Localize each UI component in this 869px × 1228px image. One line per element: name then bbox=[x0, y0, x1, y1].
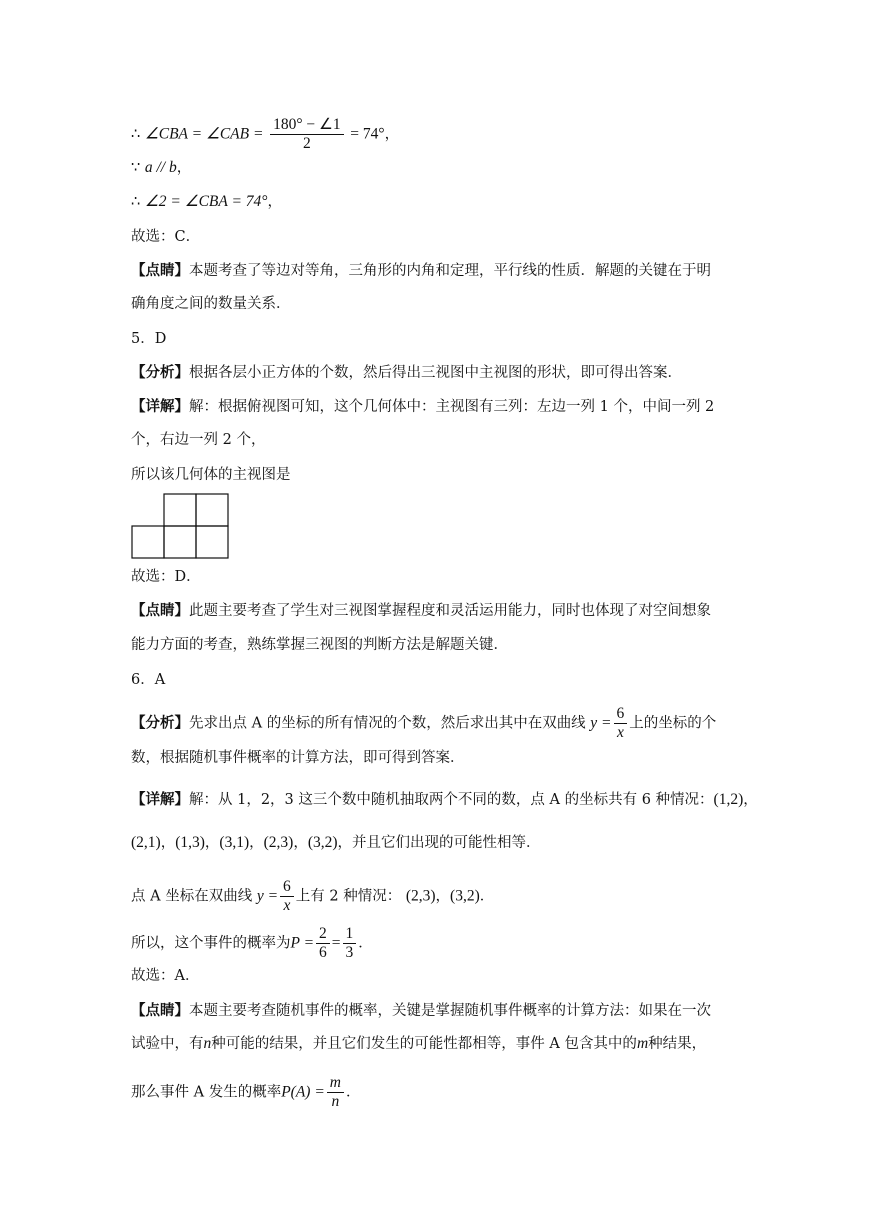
comment-text: 本题考查了等边对等角，三角形的内角和定理，平行线的性质．解题的关键在于明 bbox=[189, 263, 711, 279]
punct: ， bbox=[249, 835, 264, 851]
fraction-denominator: x bbox=[616, 724, 624, 741]
comment-text: 种结果， bbox=[648, 1036, 707, 1052]
q5-answer: 故选：D． bbox=[131, 569, 201, 585]
comment-text: 试验中，有 bbox=[131, 1036, 204, 1052]
q4-line-1 bbox=[131, 116, 399, 153]
q4-line-3 bbox=[131, 192, 282, 212]
q6-detail-line-3 bbox=[131, 878, 494, 915]
coordinate-pair: (2,1) bbox=[131, 834, 161, 851]
fraction-denominator: 6 bbox=[319, 944, 327, 961]
fraction-numerator: 2 bbox=[316, 925, 330, 944]
q5-detail-line-2: 个，右边一列 2 个， bbox=[131, 432, 266, 448]
fraction-numerator: 180° − ∠1 bbox=[270, 116, 344, 135]
punct: ， bbox=[293, 835, 308, 851]
math-expression: ∠2 = ∠CBA = 74° bbox=[144, 193, 268, 210]
front-view-figure bbox=[131, 493, 231, 559]
coordinate-pair: (2,3) bbox=[263, 834, 294, 851]
q5-comment-line-1 bbox=[131, 601, 711, 621]
punct: ， bbox=[176, 160, 192, 176]
grid-cell bbox=[164, 526, 196, 558]
fraction-numerator: 1 bbox=[343, 925, 357, 944]
q4-comment-line-1 bbox=[131, 261, 711, 281]
analysis-tag: 【分析】 bbox=[131, 714, 189, 732]
comment-text: 种可能的结果，并且它们发生的可能性都相等，事件 A 包含其中的 bbox=[211, 1036, 637, 1052]
punct: ， bbox=[204, 835, 220, 851]
q4-comment-line-2: 确角度之间的数量关系． bbox=[131, 296, 291, 312]
fraction-denominator: 2 bbox=[302, 135, 311, 152]
math-expression: P(A) = bbox=[281, 1083, 325, 1101]
comment-text: 那么事件 A 发生的概率 bbox=[131, 1084, 282, 1101]
detail-text: ，并且它们出现的可能性相等． bbox=[337, 835, 541, 851]
coordinate-pair: (2,3) bbox=[405, 887, 436, 905]
punct: ， bbox=[267, 194, 282, 210]
q6-number: 6．A bbox=[131, 672, 166, 688]
detail-text: 上有 2 种情况： bbox=[295, 888, 402, 905]
grid-cell bbox=[164, 494, 196, 526]
q6-comment-line-1 bbox=[131, 1001, 711, 1021]
detail-tag: 【详解】 bbox=[131, 791, 189, 808]
fraction bbox=[270, 116, 344, 153]
grid-cell bbox=[196, 494, 228, 526]
punct: ， bbox=[384, 126, 400, 143]
q5-detail-line-1 bbox=[131, 397, 714, 417]
punct: ． bbox=[346, 1084, 361, 1101]
detail-text: 解：根据俯视图可知，这个几何体中：主视图有三列：左边一列 1 个，中间一列 2 bbox=[189, 399, 715, 415]
fraction-numerator: 6 bbox=[280, 878, 294, 897]
fraction bbox=[280, 878, 294, 915]
q5-comment-line-2: 能力方面的考查，熟练掌握三视图的判断方法是解题关键． bbox=[131, 637, 508, 653]
q6-detail-line-4 bbox=[131, 925, 373, 962]
comment-text: 此题主要考查了学生对三视图掌握程度和灵活运用能力，同时也体现了对空间想象 bbox=[189, 603, 711, 619]
q6-comment-line-3 bbox=[131, 1074, 361, 1111]
math-expression: a // b bbox=[144, 159, 177, 176]
grid-cell bbox=[196, 526, 228, 558]
punct: ． bbox=[358, 935, 373, 952]
q4-answer: 故选：C． bbox=[131, 229, 201, 245]
math-expression: y = bbox=[590, 714, 612, 732]
q4-line-2 bbox=[131, 158, 191, 178]
analysis-text: 先求出点 A 的坐标的所有情况的个数，然后求出其中在双曲线 bbox=[189, 715, 586, 732]
fraction bbox=[316, 925, 330, 962]
therefore-symbol: ∴ bbox=[131, 194, 141, 210]
math-expression: = bbox=[331, 934, 341, 952]
punct: ， bbox=[435, 888, 451, 905]
fraction-numerator: 6 bbox=[614, 705, 628, 724]
because-symbol: ∵ bbox=[131, 160, 141, 176]
q5-detail-line-3: 所以该几何体的主视图是 bbox=[131, 467, 291, 483]
math-variable: m bbox=[636, 1035, 649, 1052]
q6-detail-line-1 bbox=[131, 790, 758, 810]
detail-text: 解：从 1，2，3 这三个数中随机抽取两个不同的数，点 A 的坐标共有 6 种情况： bbox=[189, 792, 714, 808]
q6-detail-line-2 bbox=[131, 833, 541, 853]
comment-text: 本题主要考查随机事件的概率，关键是掌握随机事件概率的计算方法：如果在一次 bbox=[189, 1003, 711, 1019]
math-expression: y = bbox=[256, 887, 279, 905]
q5-number: 5．D bbox=[131, 331, 167, 347]
coordinate-pair: (3,2) bbox=[307, 834, 338, 851]
fraction bbox=[614, 705, 628, 742]
math-variable: n bbox=[203, 1035, 212, 1052]
q6-analysis-line-1 bbox=[131, 705, 716, 742]
analysis-tag: 【分析】 bbox=[131, 364, 189, 381]
fraction bbox=[343, 925, 357, 962]
grid-cell bbox=[132, 526, 164, 558]
coordinate-pair: (1,2) bbox=[713, 791, 744, 808]
punct: ， bbox=[160, 835, 176, 851]
q5-analysis bbox=[131, 363, 682, 383]
analysis-text: 根据各层小正方体的个数，然后得出三视图中主视图的形状，即可得出答案． bbox=[189, 365, 682, 381]
coordinate-pair: (3,1) bbox=[219, 834, 250, 851]
math-expression: = 74° bbox=[350, 125, 385, 143]
detail-tag: 【详解】 bbox=[131, 398, 189, 415]
analysis-text: 上的坐标的个 bbox=[629, 715, 717, 732]
fraction-denominator: x bbox=[283, 897, 291, 914]
math-expression: ∠CBA = ∠CAB = bbox=[144, 125, 264, 143]
fraction-denominator: n bbox=[331, 1093, 340, 1110]
fraction-denominator: 3 bbox=[345, 944, 354, 961]
detail-text: 所以，这个事件的概率为 bbox=[131, 935, 291, 952]
q6-analysis-line-2: 数，根据随机事件概率的计算方法，即可得到答案． bbox=[131, 750, 465, 766]
coordinate-pair: (3,2) bbox=[450, 887, 480, 905]
punct: ． bbox=[479, 888, 495, 905]
detail-text: 点 A 坐标在双曲线 bbox=[131, 888, 253, 905]
punct: ， bbox=[743, 792, 758, 808]
coordinate-pair: (1,3) bbox=[175, 834, 205, 851]
fraction bbox=[327, 1074, 344, 1111]
comment-tag: 【点睛】 bbox=[131, 602, 189, 619]
math-expression: P = bbox=[290, 934, 315, 952]
therefore-symbol: ∴ bbox=[131, 126, 141, 143]
comment-tag: 【点睛】 bbox=[131, 1002, 189, 1019]
fraction-numerator: m bbox=[327, 1074, 344, 1093]
comment-tag: 【点睛】 bbox=[131, 262, 189, 279]
q6-answer: 故选：A． bbox=[131, 968, 200, 984]
q6-comment-line-2 bbox=[131, 1034, 706, 1054]
